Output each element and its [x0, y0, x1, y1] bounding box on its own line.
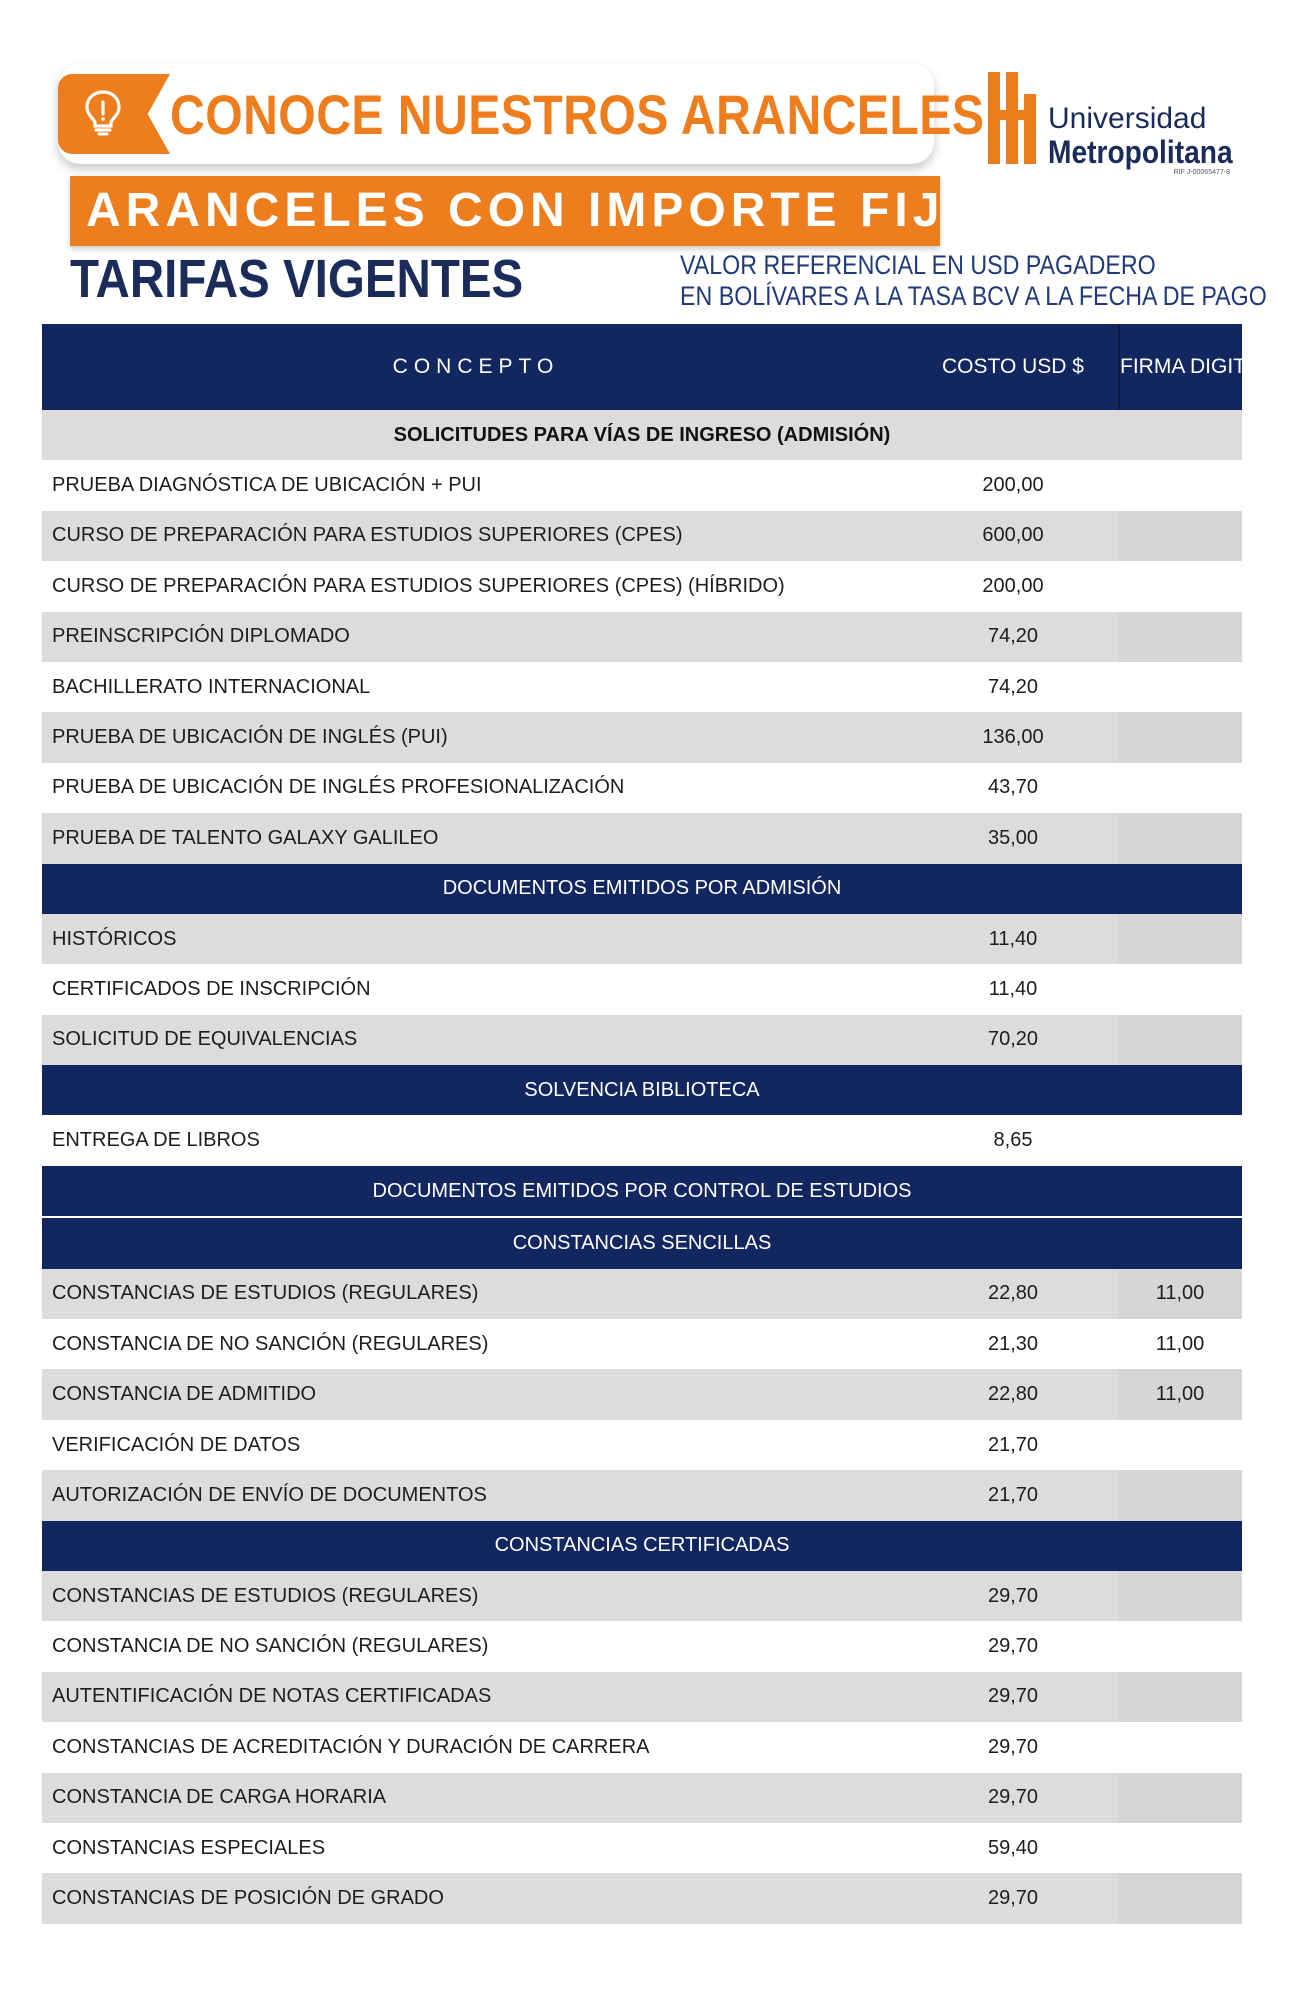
section-title: DOCUMENTOS EMITIDOS POR ADMISIÓN	[442, 877, 842, 900]
firma-digital-cell	[1118, 813, 1242, 863]
concept-cell: CONSTANCIAS DE POSICIÓN DE GRADO	[52, 1887, 444, 1910]
section-title: SOLVENCIA BIBLIOTECA	[524, 1078, 760, 1101]
concept-cell: BACHILLERATO INTERNACIONAL	[52, 675, 371, 698]
concept-cell: CONSTANCIA DE ADMITIDO	[52, 1383, 317, 1406]
section-title: CONSTANCIAS CERTIFICADAS	[494, 1534, 790, 1557]
cost-cell: 22,80	[987, 1282, 1039, 1305]
cost-cell: 8,65	[993, 1129, 1033, 1152]
concept-cell: PREINSCRIPCIÓN DIPLOMADO	[52, 625, 350, 648]
firma-digital-cell	[1118, 460, 1242, 510]
firma-digital-cell	[1118, 1773, 1242, 1823]
firma-digital-cell	[1118, 914, 1242, 964]
cost-cell: 21,30	[987, 1332, 1039, 1355]
table-row	[42, 1621, 1242, 1671]
table-header	[42, 324, 1271, 410]
concept-cell: CONSTANCIAS DE ACREDITACIÓN Y DURACIÓN DE CARRERA	[52, 1735, 650, 1758]
table-row	[42, 460, 1242, 510]
cost-cell: 70,20	[987, 1028, 1039, 1051]
table-row	[42, 561, 1242, 611]
logo-text-universidad: Universidad	[1048, 102, 1207, 135]
firma-digital-cell	[1118, 1115, 1242, 1165]
section-header-row	[42, 1216, 1242, 1268]
table-row	[42, 1571, 1242, 1621]
section-title: CONSTANCIAS SENCILLAS	[512, 1231, 772, 1254]
table-row	[42, 1823, 1242, 1873]
table-row	[42, 1873, 1242, 1923]
table-row	[42, 763, 1242, 813]
cost-cell: 11,40	[988, 977, 1038, 1000]
firma-digital-cell: 11,00	[1155, 1332, 1205, 1355]
concept-cell: SOLICITUD DE EQUIVALENCIAS	[52, 1028, 358, 1051]
concept-cell: CONSTANCIA DE NO SANCIÓN (REGULARES)	[52, 1332, 489, 1355]
firma-digital-cell	[1118, 561, 1242, 611]
column-header-firma: FIRMA DIGITAL	[1118, 324, 1244, 410]
fixed-fee-title: ARANCELES CON IMPORTE FIJO	[86, 184, 987, 237]
banner-title: CONOCE NUESTROS ARANCELES	[170, 83, 985, 146]
table-row	[42, 712, 1242, 762]
table-row	[42, 1722, 1242, 1772]
cost-cell: 29,70	[987, 1584, 1039, 1607]
fixed-fee-banner	[70, 176, 987, 246]
firma-digital-cell	[1118, 964, 1242, 1014]
firma-digital-cell	[1118, 662, 1242, 712]
firma-digital-cell: 11,00	[1118, 1269, 1242, 1319]
firma-digital-cell	[1118, 712, 1242, 762]
firma-digital-cell	[1118, 763, 1242, 813]
concept-cell: AUTENTIFICACIÓN DE NOTAS CERTIFICADAS	[52, 1685, 492, 1708]
table-row	[42, 914, 1242, 964]
table-row	[42, 964, 1242, 1014]
concept-cell: CURSO DE PREPARACIÓN PARA ESTUDIOS SUPERIORES (CPES) (HÍBRIDO)	[52, 574, 785, 597]
table-row	[42, 662, 1242, 712]
university-logo	[988, 72, 1248, 182]
concept-cell: CERTIFICADOS DE INSCRIPCIÓN	[52, 977, 371, 1000]
logo-mark-icon	[988, 72, 1046, 164]
table-row	[42, 1672, 1242, 1722]
cost-cell: 29,70	[987, 1887, 1039, 1910]
section-title: DOCUMENTOS EMITIDOS POR CONTROL DE ESTUDIOS	[372, 1179, 912, 1202]
firma-digital-cell	[1118, 511, 1242, 561]
table-row	[42, 813, 1242, 863]
cost-cell: 29,70	[987, 1786, 1039, 1809]
concept-cell: CONSTANCIAS DE ESTUDIOS (REGULARES)	[52, 1282, 479, 1305]
cost-cell: 22,80	[987, 1383, 1039, 1406]
table-row	[42, 1015, 1242, 1065]
concept-cell: CONSTANCIA DE CARGA HORARIA	[52, 1786, 387, 1809]
concept-cell: CONSTANCIAS ESPECIALES	[52, 1836, 326, 1859]
firma-digital-cell	[1118, 1722, 1242, 1772]
table-body	[42, 410, 1242, 1924]
firma-digital-cell: 11,00	[1118, 1369, 1242, 1419]
table-row	[42, 1369, 1242, 1419]
firma-digital-cell	[1118, 1015, 1242, 1065]
tarifas-heading: TARIFAS VIGENTES	[70, 249, 524, 309]
reference-note	[680, 250, 1267, 312]
cost-cell: 59,40	[987, 1836, 1039, 1859]
table-row	[42, 1773, 1242, 1823]
concept-cell: HISTÓRICOS	[52, 927, 177, 950]
cost-cell: 29,70	[987, 1735, 1039, 1758]
table-row	[42, 1420, 1242, 1470]
concept-cell: PRUEBA DE TALENTO GALAXY GALILEO	[52, 826, 439, 849]
cost-cell: 136,00	[982, 726, 1044, 749]
concept-cell: PRUEBA DE UBICACIÓN DE INGLÉS (PUI)	[52, 726, 448, 749]
reference-note-line1: VALOR REFERENCIAL EN USD PAGADERO	[680, 250, 1156, 280]
cost-cell: 11,40	[988, 927, 1038, 950]
section-header-row	[42, 864, 1242, 914]
column-header-concept: CONCEPTO	[392, 355, 560, 378]
concept-cell: VERIFICACIÓN DE DATOS	[52, 1433, 301, 1456]
table-row	[42, 1115, 1242, 1165]
concept-cell: CONSTANCIAS DE ESTUDIOS (REGULARES)	[52, 1584, 479, 1607]
cost-cell: 74,20	[987, 675, 1039, 698]
cost-cell: 29,70	[987, 1635, 1039, 1658]
firma-digital-cell	[1118, 1470, 1242, 1520]
table-row	[42, 1269, 1242, 1319]
cost-cell: 43,70	[987, 776, 1039, 799]
section-title: SOLICITUDES PARA VÍAS DE INGRESO (ADMISIÓN)	[393, 423, 891, 446]
logo-rif: RIF J-00065477-8	[1173, 169, 1230, 176]
cost-cell: 200,00	[982, 474, 1044, 497]
cost-cell: 200,00	[982, 574, 1044, 597]
firma-digital-cell	[1118, 1621, 1242, 1671]
concept-cell: AUTORIZACIÓN DE ENVÍO DE DOCUMENTOS	[52, 1483, 487, 1506]
firma-digital-cell	[1118, 612, 1242, 662]
firma-digital-cell	[1118, 1571, 1242, 1621]
logo-text-metropolitana: Metropolitana	[1048, 134, 1233, 170]
table-row	[42, 612, 1242, 662]
table-row	[42, 511, 1242, 561]
firma-digital-cell	[1118, 1420, 1242, 1470]
section-header-row	[42, 410, 1242, 460]
section-header-row	[42, 1065, 1242, 1115]
lightbulb-icon	[82, 88, 124, 136]
concept-cell: PRUEBA DIAGNÓSTICA DE UBICACIÓN + PUI	[52, 474, 482, 497]
column-header-cost: COSTO USD $	[942, 355, 1084, 378]
fees-table	[42, 324, 1271, 1924]
cost-cell: 74,20	[987, 625, 1039, 648]
firma-digital-cell	[1118, 1873, 1242, 1923]
cost-cell: 600,00	[982, 524, 1044, 547]
cost-cell: 21,70	[987, 1433, 1039, 1456]
section-header-row	[42, 1166, 1242, 1216]
reference-note-line2: EN BOLÍVARES A LA TASA BCV A LA FECHA DE PAGO	[680, 281, 1267, 311]
firma-digital-cell	[1118, 1672, 1242, 1722]
cost-cell: 29,70	[987, 1685, 1039, 1708]
concept-cell: ENTREGA DE LIBROS	[52, 1129, 260, 1152]
cost-cell: 21,70	[987, 1483, 1039, 1506]
cost-cell: 35,00	[987, 826, 1039, 849]
firma-digital-cell	[1118, 1823, 1242, 1873]
concept-cell: PRUEBA DE UBICACIÓN DE INGLÉS PROFESIONALIZACIÓN	[52, 776, 625, 799]
table-row	[42, 1470, 1242, 1520]
section-header-row	[42, 1521, 1242, 1571]
concept-cell: CURSO DE PREPARACIÓN PARA ESTUDIOS SUPERIORES (CPES)	[52, 524, 683, 547]
concept-cell: CONSTANCIA DE NO SANCIÓN (REGULARES)	[52, 1635, 489, 1658]
table-row	[42, 1319, 1242, 1369]
